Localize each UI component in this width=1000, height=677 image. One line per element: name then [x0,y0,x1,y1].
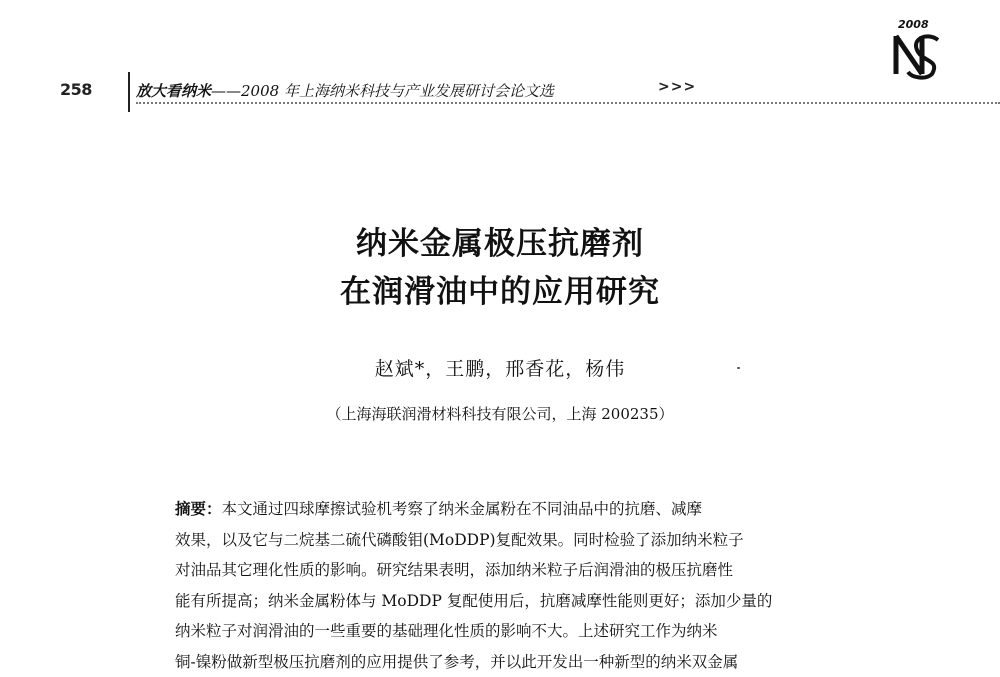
affiliation: （上海海联润滑材料科技有限公司，上海 200235） [0,403,1000,424]
abstract-line: 铜-镍粉做新型极压抗磨剂的应用提供了参考，并以此开发出一种新型的纳米双金属 [175,647,865,677]
logo-year: 2008 [898,18,929,31]
abstract-line: 能有所提高；纳米金属粉体与 MoDDP 复配使用后，抗磨减摩性能则更好；添加少量的 [175,586,865,617]
running-title [136,80,554,101]
abstract [175,494,865,677]
abstract-label: 摘要： [175,499,222,518]
ns-logo-icon [892,32,944,80]
paper-title-line-1: 纳米金属极压抗磨剂 [0,218,1000,263]
abstract-line: 对油品其它理化性质的影响。研究结果表明，添加纳米粒子后润滑油的极压抗磨性 [175,555,865,586]
running-title-rest: ——2008 年上海纳米科技与产业发展研讨会论文选 [211,82,554,100]
running-header [60,78,1000,110]
paper-title-line-2: 在润滑油中的应用研究 [0,266,1000,311]
running-title-bold: 放大看纳米 [136,82,211,100]
abstract-line-text: 本文通过四球摩擦试验机考察了纳米金属粉在不同油品中的抗磨、减摩 [222,500,703,518]
authors: 赵斌*，王鹏，邢香花，杨伟 [0,354,1000,381]
conference-logo [892,18,946,88]
scan-speck [737,367,740,369]
abstract-line: 纳米粒子对润滑油的一些重要的基础理化性质的影响不大。上述研究工作为纳米 [175,616,865,647]
chevrons: >>> [658,79,696,95]
header-dotted-rule [136,102,1000,104]
abstract-line: 效果，以及它与二烷基二硫代磷酸钼(MoDDP)复配效果。同时检验了添加纳米粒子 [175,525,865,556]
page-number: 258 [60,80,92,99]
abstract-line [175,494,865,525]
header-divider [128,72,130,112]
